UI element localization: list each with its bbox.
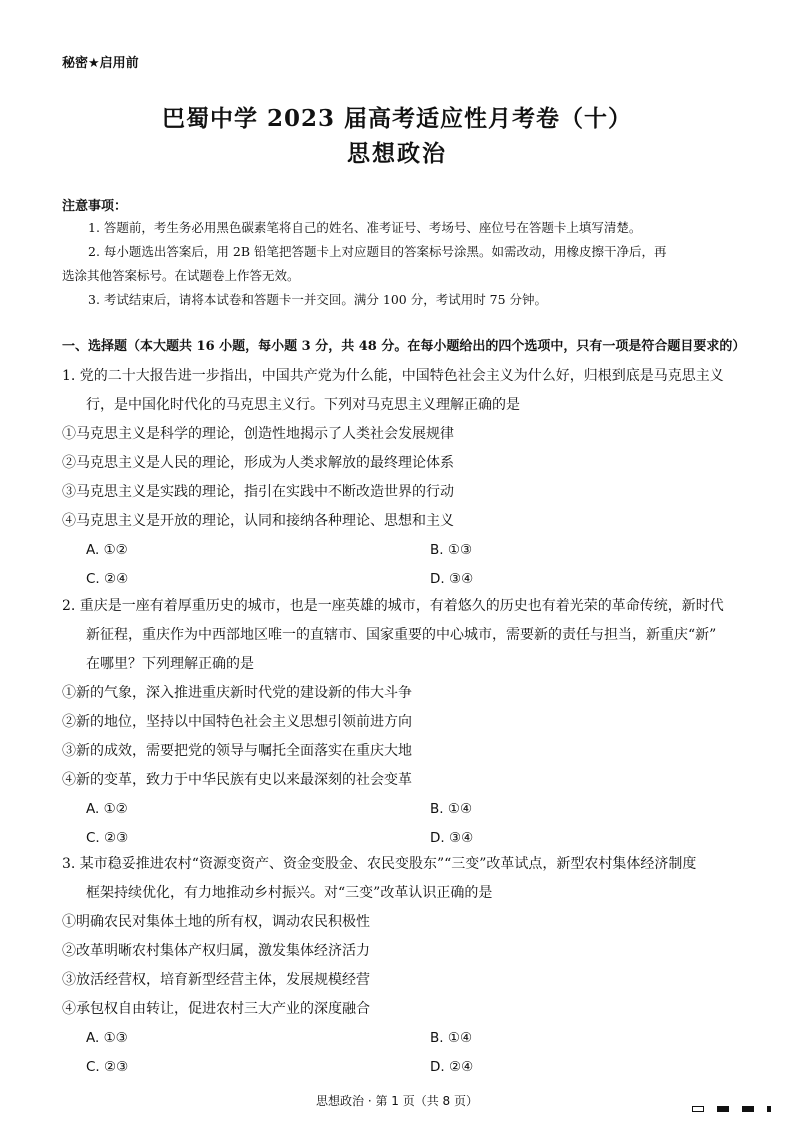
question-stem: 行，是中国化时代化的马克思主义行。下列对马克思主义理解正确的是 — [86, 397, 520, 413]
statement-4: ④新的变革，致力于中华民族有史以来最深刻的社会变革 — [62, 772, 412, 788]
choice-b: B. ①③ — [430, 542, 473, 558]
choice-b: B. ①④ — [430, 801, 473, 817]
question-stem: 框架持续优化，有力地推动乡村振兴。对“三变”改革认识正确的是 — [86, 885, 493, 901]
question-stem: 在哪里？下列理解正确的是 — [86, 656, 254, 672]
question-stem: 2. 重庆是一座有着厚重历史的城市，也是一座英雄的城市，有着悠久的历史也有着光荣的革命传统，新时代 — [62, 598, 724, 614]
question-1 — [62, 362, 762, 594]
statement-1: ①明确农民对集体土地的所有权，调动农民积极性 — [62, 914, 370, 930]
registration-mark-icon — [742, 1106, 754, 1112]
choice-a: A. ①② — [86, 542, 128, 558]
page-footer: 思想政治 · 第 1 页（共 8 页） — [316, 1094, 478, 1108]
notes-block — [62, 216, 752, 312]
statement-1: ①马克思主义是科学的理论，创造性地揭示了人类社会发展规律 — [62, 426, 454, 442]
choice-c: C. ②④ — [86, 571, 129, 587]
question-2 — [62, 592, 762, 853]
choice-c: C. ②③ — [86, 830, 129, 846]
statement-2: ②新的地位，坚持以中国特色社会主义思想引领前进方向 — [62, 714, 412, 730]
confidential-label: 秘密★启用前 — [62, 56, 139, 71]
answer-choices — [62, 536, 762, 594]
statement-2: ②改革明晰农村集体产权归属，激发集体经济活力 — [62, 943, 370, 959]
choice-d: D. ②④ — [430, 1059, 474, 1075]
statement-3: ③放活经营权，培育新型经营主体，发展规模经营 — [62, 972, 370, 988]
question-stem: 新征程，重庆作为中西部地区唯一的直辖市、国家重要的中心城市，需要新的责任与担当，新重庆“新” — [86, 627, 717, 643]
notes-heading: 注意事项： — [62, 199, 128, 214]
question-3 — [62, 850, 762, 1082]
answer-choices — [62, 1024, 762, 1082]
choice-b: B. ①④ — [430, 1030, 473, 1046]
choice-d: D. ③④ — [430, 830, 474, 846]
statement-2: ②马克思主义是人民的理论，形成为人类求解放的最终理论体系 — [62, 455, 454, 471]
exam-subject-title: 思想政治 — [347, 140, 447, 167]
question-stem: 1. 党的二十大报告进一步指出，中国共产党为什么能，中国特色社会主义为什么好，归根到底是马克思主义 — [62, 368, 724, 384]
choice-c: C. ②③ — [86, 1059, 129, 1075]
choice-a: A. ①② — [86, 801, 128, 817]
statement-4: ④承包权自由转让，促进农村三大产业的深度融合 — [62, 1001, 370, 1017]
registration-mark-icon — [692, 1106, 704, 1112]
section-heading: 一、选择题（本大题共 16 小题，每小题 3 分，共 48 分。在每小题给出的四个选项中，只有一项是符合题目要求的） — [62, 339, 746, 354]
note-item-2a: 2. 每小题选出答案后，用 2B 铅笔把答题卡上对应题目的答案标号涂黑。如需改动，用橡皮擦干净后，再 — [88, 244, 667, 259]
note-item-2b: 选涂其他答案标号。在试题卷上作答无效。 — [62, 268, 300, 283]
choice-d: D. ③④ — [430, 571, 474, 587]
registration-mark-icon — [767, 1106, 771, 1112]
registration-mark-icon — [717, 1106, 729, 1112]
statement-1: ①新的气象，深入推进重庆新时代党的建设新的伟大斗争 — [62, 685, 412, 701]
statement-3: ③马克思主义是实践的理论，指引在实践中不断改造世界的行动 — [62, 484, 454, 500]
question-stem: 3. 某市稳妥推进农村“资源变资产、资金变股金、农民变股东”“三变”改革试点，新型农村集体经济制度 — [62, 856, 697, 872]
exam-title: 巴蜀中学 2023 届高考适应性月考卷（十） — [161, 105, 633, 132]
scan-registration-marks — [692, 1097, 779, 1116]
answer-choices — [62, 795, 762, 853]
note-item-1: 1. 答题前，考生务必用黑色碳素笔将自己的姓名、准考证号、考场号、座位号在答题卡上填写清楚。 — [88, 220, 642, 235]
choice-a: A. ①③ — [86, 1030, 128, 1046]
statement-3: ③新的成效，需要把党的领导与嘱托全面落实在重庆大地 — [62, 743, 412, 759]
statement-4: ④马克思主义是开放的理论，认同和接纳各种理论、思想和主义 — [62, 513, 454, 529]
note-item-3: 3. 考试结束后，请将本试卷和答题卡一并交回。满分 100 分，考试用时 75 分钟。 — [88, 292, 548, 307]
